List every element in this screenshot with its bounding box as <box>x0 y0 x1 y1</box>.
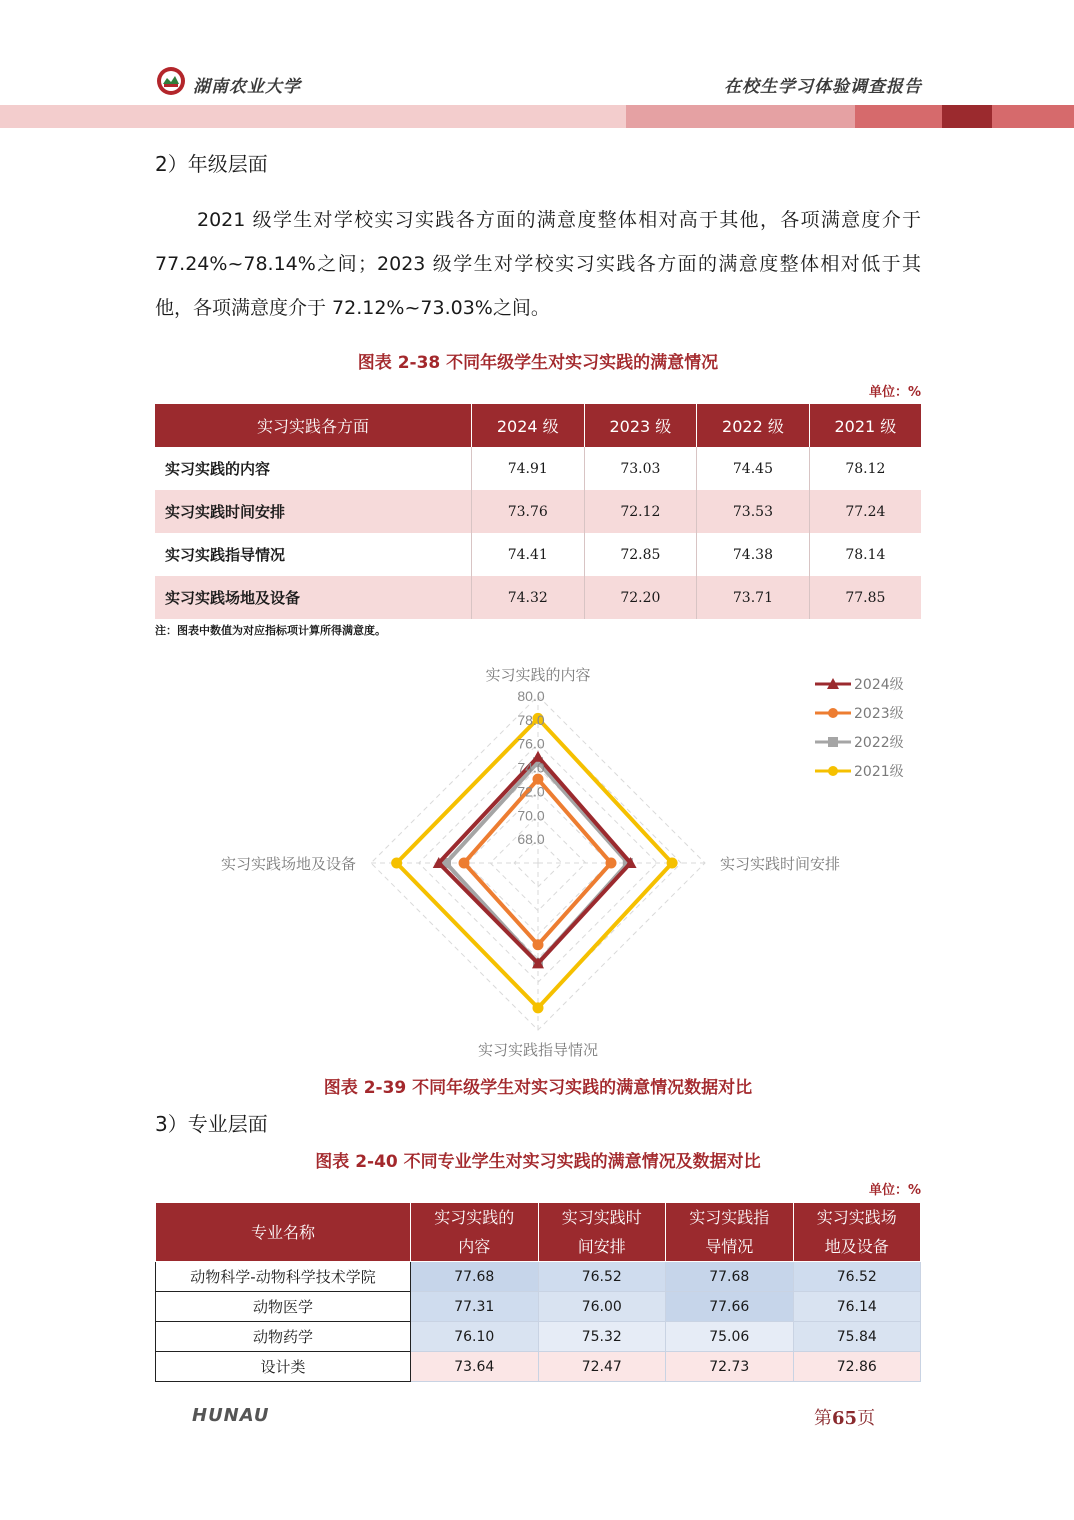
table-cell: 73.53 <box>697 490 810 533</box>
table-cell: 76.52 <box>538 1262 666 1292</box>
radar-tick-label: 68.0 <box>517 831 545 848</box>
radar-axis-label: 实习实践场地及设备 <box>220 855 356 873</box>
paragraph-text: 2021 级学生对学校实习实践各方面的满意度整体相对高于其他，各项满意度介于 77.24%~78.14%之间；2023 级学生对学校实习实践各方面的满意度整体相对低于其他，各项满意度介于 72.12%~73.03%之间。 <box>155 209 921 319</box>
school-name: 湖南农业大学 <box>193 77 301 97</box>
header-line: 实习实践时 <box>561 1208 642 1227</box>
table-cell: 74.45 <box>697 447 810 490</box>
legend-label: 2023级 <box>854 706 904 722</box>
legend-marker <box>828 766 838 776</box>
header-line: 实习实践指 <box>689 1208 770 1227</box>
table-cell: 73.03 <box>584 447 697 490</box>
header-line: 实习实践场 <box>816 1208 897 1227</box>
row-label: 实习实践指导情况 <box>155 533 472 576</box>
header-bar-segment <box>855 105 942 128</box>
chart-caption: 图表 2-39 不同年级学生对实习实践的满意情况数据对比 <box>323 1078 753 1098</box>
radar-tick-label: 74.0 <box>517 759 545 776</box>
table-row <box>155 447 921 490</box>
table-cell: 77.68 <box>411 1262 539 1292</box>
table-header-cell <box>538 1203 666 1262</box>
table-cell: 74.38 <box>697 533 810 576</box>
radar-chart <box>155 660 921 1065</box>
table-header-cell: 2024 级 <box>472 404 585 447</box>
radar-axis-label: 实习实践指导情况 <box>477 1041 599 1059</box>
radar-tick-label: 78.0 <box>517 711 545 728</box>
table-cell: 77.24 <box>809 490 921 533</box>
section-heading-grade: 2）年级层面 <box>155 152 268 176</box>
legend-label: 2022级 <box>854 735 904 751</box>
legend-label: 2021级 <box>854 764 904 780</box>
table-header-cell: 实习实践各方面 <box>155 404 472 447</box>
row-label: 实习实践的内容 <box>155 447 472 490</box>
data-point <box>459 858 470 869</box>
section-heading-major: 3）专业层面 <box>155 1112 268 1136</box>
table-cell: 77.31 <box>411 1292 539 1322</box>
table-header-cell <box>666 1203 794 1262</box>
table-cell: 72.47 <box>538 1352 666 1382</box>
table1-unit: 单位：% <box>868 385 921 400</box>
university-logo-icon <box>156 66 186 96</box>
radar-tick-label: 76.0 <box>517 735 545 752</box>
table-row <box>155 576 921 619</box>
table-note: 注：图表中数值为对应指标项计算所得满意度。 <box>155 624 386 637</box>
table-cell: 72.20 <box>584 576 697 619</box>
header-line: 内容 <box>458 1237 491 1256</box>
grade-satisfaction-table <box>155 404 921 619</box>
table-cell: 74.32 <box>472 576 585 619</box>
table-header-cell: 专业名称 <box>156 1203 411 1262</box>
row-label: 动物医学 <box>156 1292 411 1322</box>
radar-tick-label: 80.0 <box>517 688 545 704</box>
table-cell: 77.68 <box>666 1262 794 1292</box>
legend-label: 2024级 <box>854 677 904 693</box>
page-header <box>0 0 1074 130</box>
body-paragraph <box>155 198 921 330</box>
header-bar-segment <box>0 105 626 128</box>
table-cell: 78.12 <box>845 460 886 477</box>
table-header-row <box>156 1203 921 1262</box>
radar-tick-label: 72.0 <box>517 783 545 800</box>
header-line: 导情况 <box>705 1237 754 1256</box>
table-cell: 76.14 <box>793 1292 921 1322</box>
table-cell: 76.00 <box>538 1292 666 1322</box>
header-line: 地及设备 <box>824 1237 889 1256</box>
page-prefix: 第 <box>814 1408 832 1429</box>
data-point <box>533 1002 544 1013</box>
table-cell: 77.85 <box>809 576 921 619</box>
row-label: 动物药学 <box>156 1322 411 1352</box>
table-cell: 75.32 <box>538 1322 666 1352</box>
table-cell: 77.66 <box>666 1292 794 1322</box>
table-header-cell: 2022 级 <box>697 404 810 447</box>
header-bar-segment <box>942 105 992 128</box>
page-suffix: 页 <box>857 1408 876 1429</box>
radar-tick-label: 70.0 <box>517 807 545 824</box>
table-cell: 72.73 <box>666 1352 794 1382</box>
table-row <box>156 1262 921 1292</box>
header-bar-segment <box>992 105 1074 128</box>
header-bar-segment <box>626 105 855 128</box>
table-header-cell <box>411 1203 539 1262</box>
data-point <box>391 858 402 869</box>
table2-caption: 图表 2-40 不同专业学生对实习实践的满意情况及数据对比 <box>315 1152 761 1172</box>
table-cell: 72.85 <box>584 533 697 576</box>
table-header-row <box>155 404 921 447</box>
table-cell: 72.12 <box>584 490 697 533</box>
table-cell: 72.86 <box>793 1352 921 1382</box>
table-cell: 78.14 <box>845 546 886 563</box>
table-row <box>156 1352 921 1382</box>
legend-marker <box>828 708 838 718</box>
header-line: 间安排 <box>577 1237 626 1256</box>
page-number <box>814 1404 875 1430</box>
header-line: 实习实践的 <box>434 1208 515 1227</box>
table-cell: 73.71 <box>697 576 810 619</box>
table-row <box>156 1292 921 1322</box>
table-cell: 73.76 <box>472 490 585 533</box>
table-cell: 76.52 <box>793 1262 921 1292</box>
footer-logo: HUNAU <box>192 1405 270 1426</box>
legend-marker <box>828 737 838 747</box>
radar-axis-label: 实习实践时间安排 <box>720 855 841 873</box>
table-cell: 74.41 <box>472 533 585 576</box>
table-header-cell <box>793 1203 921 1262</box>
row-label: 动物科学-动物科学技术学院 <box>156 1262 411 1292</box>
table1-caption: 图表 2-38 不同年级学生对实习实践的满意情况 <box>357 353 719 373</box>
table-row <box>155 533 921 576</box>
data-point <box>533 939 544 950</box>
row-label: 实习实践时间安排 <box>155 490 472 533</box>
report-title: 在校生学习体验调查报告 <box>724 77 922 97</box>
table-cell: 75.06 <box>666 1322 794 1352</box>
table-cell: 75.84 <box>793 1322 921 1352</box>
table-header-cell: 2023 级 <box>584 404 697 447</box>
row-label: 实习实践场地及设备 <box>155 576 472 619</box>
row-label: 设计类 <box>156 1352 411 1382</box>
radar-axis-label: 实习实践的内容 <box>485 666 591 684</box>
table-cell: 76.10 <box>411 1322 539 1352</box>
table-cell: 74.91 <box>472 447 585 490</box>
page-number-value: 65 <box>832 1408 858 1429</box>
major-satisfaction-table <box>155 1202 921 1382</box>
table-cell: 73.64 <box>411 1352 539 1382</box>
table-row <box>155 490 921 533</box>
table-header-cell: 2021 级 <box>809 404 921 447</box>
data-point <box>667 858 678 869</box>
data-point <box>606 858 617 869</box>
table2-unit: 单位：% <box>868 1183 921 1198</box>
table-row <box>156 1322 921 1352</box>
